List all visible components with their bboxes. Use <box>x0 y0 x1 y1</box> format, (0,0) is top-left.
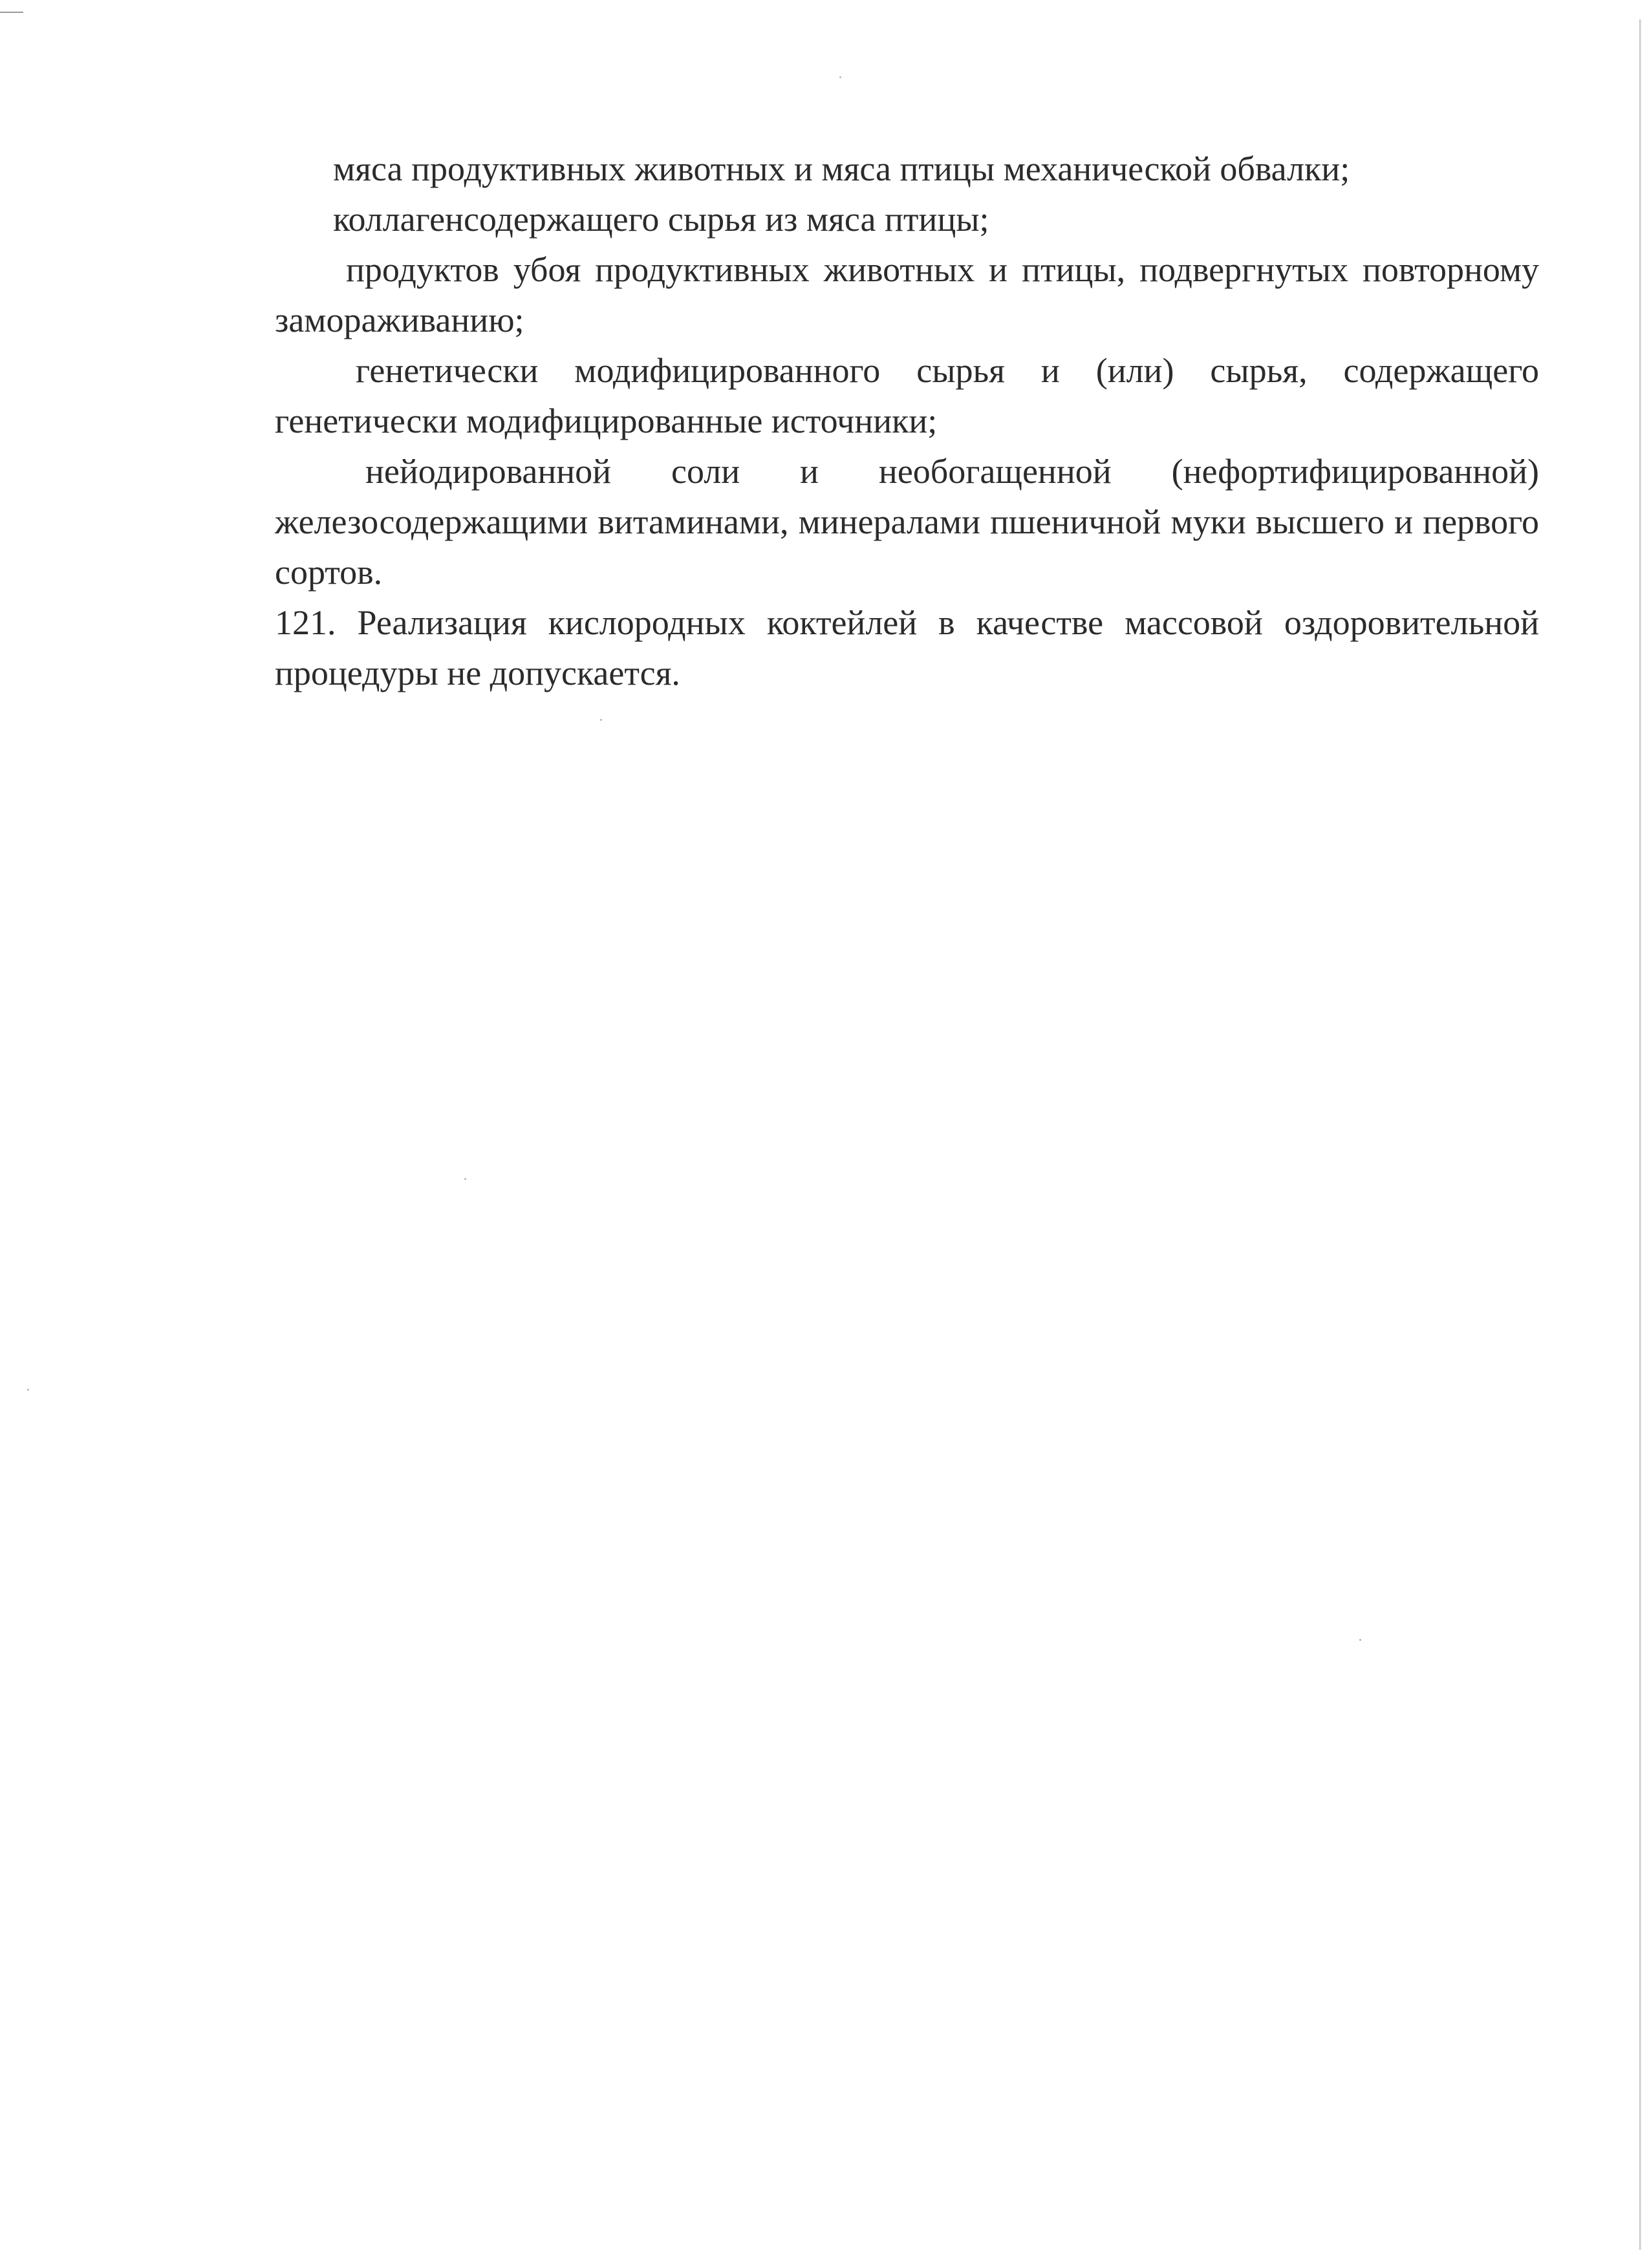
document-text <box>275 144 1539 698</box>
scan-speck <box>600 719 602 721</box>
scan-edge-mark <box>0 12 23 13</box>
paragraph-gmo-raw-material: генетически модифицированного сырья и (или) сырья, содержащего генетически модифицированные источники; <box>275 351 1539 440</box>
scan-right-edge <box>1639 19 1641 2250</box>
scan-speck <box>839 76 841 78</box>
scan-speck <box>1359 1639 1361 1641</box>
paragraph-121-oxygen-cocktails: 121. Реализация кислородных коктейлей в качестве массовой оздоровительной процедуры не допускается. <box>275 603 1539 692</box>
paragraph-meat-mechanical-deboning: мяса продуктивных животных и мяса птицы механической обвалки; <box>333 149 1350 188</box>
paragraph-refrozen-slaughter-products: продуктов убоя продуктивных животных и птицы, подвергнутых повторному замораживанию; <box>275 250 1539 339</box>
paragraph-non-iodized-salt-flour: нейодированной соли и необогащенной (нефортифицированной) железосодержащими витаминами, минералами пшеничной муки высшего и первого сортов. <box>275 452 1539 592</box>
scan-speck <box>464 1178 466 1180</box>
paragraph-collagen-raw-material: коллагенсодержащего сырья из мяса птицы; <box>333 200 989 239</box>
scan-speck <box>27 1389 29 1391</box>
